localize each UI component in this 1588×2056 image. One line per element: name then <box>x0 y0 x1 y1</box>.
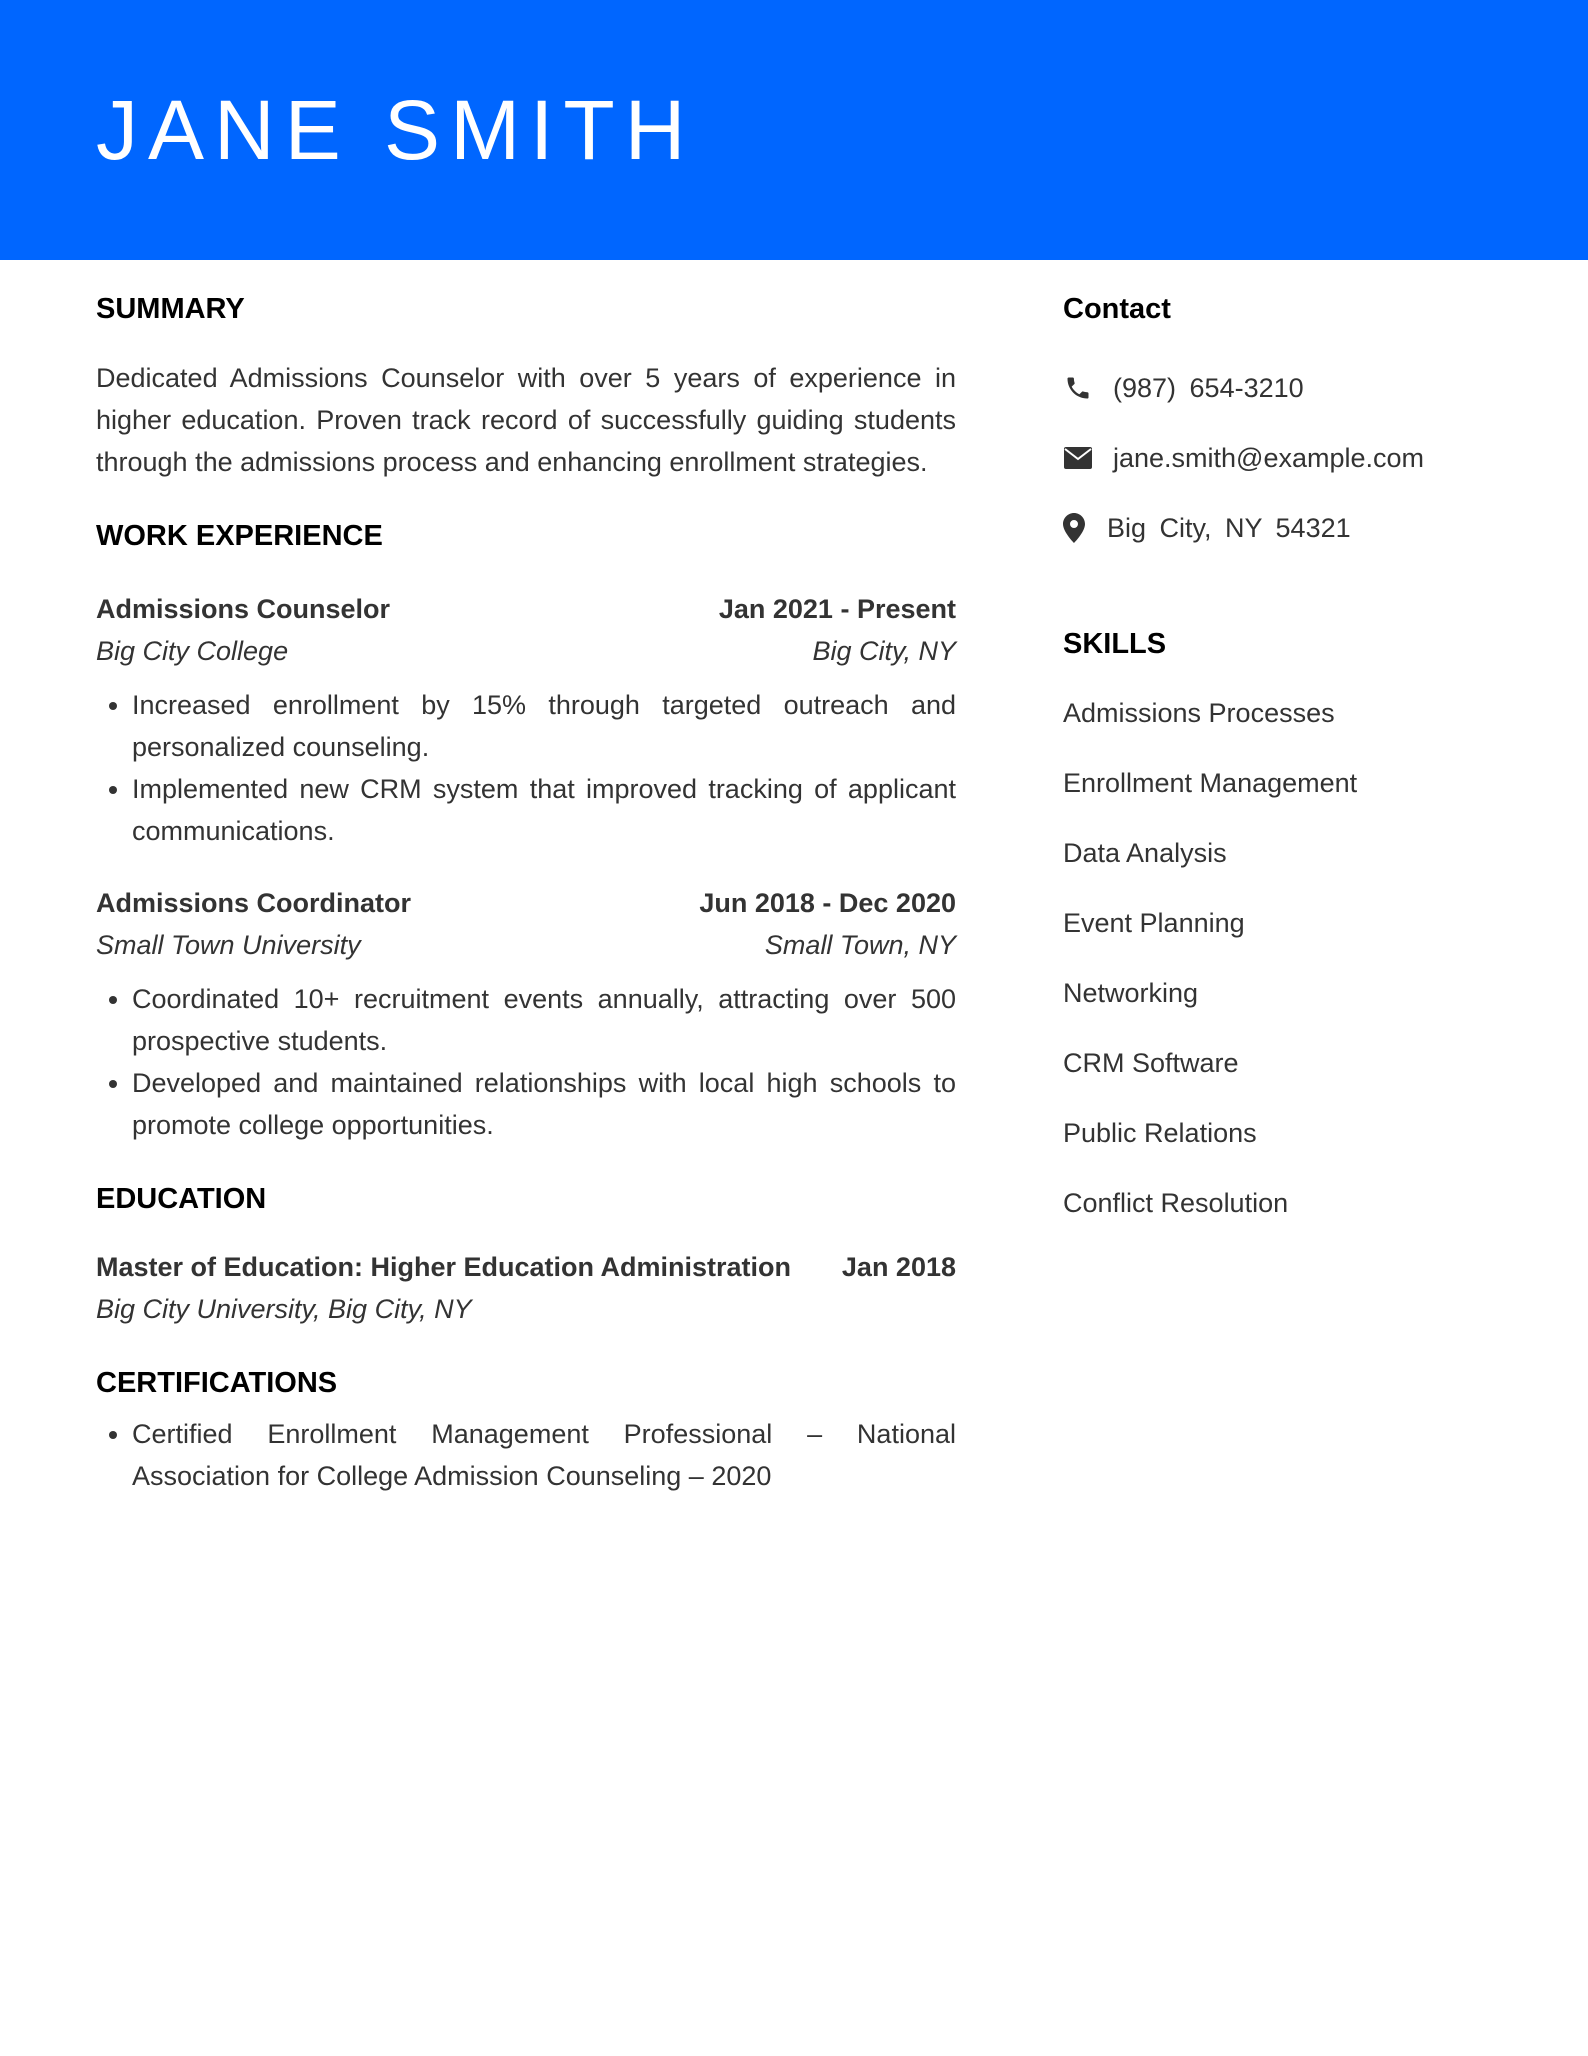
envelope-icon <box>1063 443 1093 473</box>
experience-heading: WORK EXPERIENCE <box>96 519 383 552</box>
skill-item: Conflict Resolution <box>1063 1187 1289 1218</box>
summary-heading: SUMMARY <box>96 293 245 325</box>
job-bullet: • Implemented new CRM system that improved tracking of applicant communications. <box>132 768 956 852</box>
summary-section <box>96 292 956 483</box>
education-section <box>96 1182 956 1331</box>
summary-text: Dedicated Admissions Counselor with over 5 years of experience in higher education. Proven track record of successfully guiding students through the admissions process and enhancing enrollment strategies. <box>96 362 956 477</box>
resume-body <box>0 260 1588 1497</box>
experience-section <box>96 519 956 1146</box>
certifications-heading: CERTIFICATIONS <box>96 1367 338 1400</box>
skill-item: Admissions Processes <box>1063 697 1335 728</box>
contact-address-text: Big City, NY 54321 <box>1107 512 1351 543</box>
job-dates: Jun 2018 - Dec 2020 <box>699 887 956 918</box>
contact-email <box>1063 437 1503 479</box>
job-bullet: • Developed and maintained relationships with local high schools to promote college opportunities. <box>132 1062 956 1146</box>
job-title: Admissions Coordinator <box>96 887 412 918</box>
candidate-name: JANE SMITH <box>96 83 696 177</box>
certifications-section <box>96 1366 956 1497</box>
education-date: Jan 2018 <box>841 1252 956 1283</box>
job-location: Big City, NY <box>812 635 956 666</box>
resume-header <box>0 0 1588 260</box>
skill-item: CRM Software <box>1063 1047 1239 1078</box>
contact-address <box>1063 507 1503 549</box>
job-bullet: • Increased enrollment by 15% through targeted outreach and personalized counseling. <box>132 684 956 768</box>
job-location: Small Town, NY <box>764 929 956 960</box>
sidebar-column <box>1063 292 1503 1224</box>
job-title: Admissions Counselor <box>96 593 391 624</box>
phone-icon <box>1063 373 1093 403</box>
job-entry <box>96 588 956 852</box>
skills-list <box>1063 692 1503 1224</box>
certification-item: • Certified Enrollment Management Professional – National Association for College Admission Counseling – 2020 <box>132 1413 956 1497</box>
education-degree: Master of Education: Higher Education Administration <box>96 1252 792 1283</box>
skill-item: Data Analysis <box>1063 837 1227 868</box>
education-school: Big City University, Big City, NY <box>96 1294 472 1325</box>
skill-item: Enrollment Management <box>1063 767 1358 798</box>
job-dates: Jan 2021 - Present <box>718 593 956 624</box>
education-entry <box>96 1246 956 1330</box>
skill-item: Event Planning <box>1063 907 1245 938</box>
map-pin-icon <box>1063 513 1085 543</box>
job-bullet: • Coordinated 10+ recruitment events annually, attracting over 500 prospective students. <box>132 978 956 1062</box>
contact-phone <box>1063 367 1503 409</box>
skill-item: Public Relations <box>1063 1117 1257 1148</box>
job-organization: Small Town University <box>96 929 361 960</box>
skills-heading: SKILLS <box>1063 627 1167 660</box>
education-heading: EDUCATION <box>96 1182 267 1215</box>
job-organization: Big City College <box>96 635 289 666</box>
main-column <box>96 292 956 1497</box>
job-bullets <box>96 978 956 1146</box>
contact-email-text: jane.smith@example.com <box>1113 442 1425 473</box>
skill-item: Networking <box>1063 977 1199 1008</box>
job-bullets <box>96 684 956 852</box>
certifications-list <box>96 1413 956 1497</box>
job-entry <box>96 882 956 1146</box>
contact-phone-text: (987) 654-3210 <box>1113 372 1304 403</box>
contact-heading: Contact <box>1063 293 1171 325</box>
